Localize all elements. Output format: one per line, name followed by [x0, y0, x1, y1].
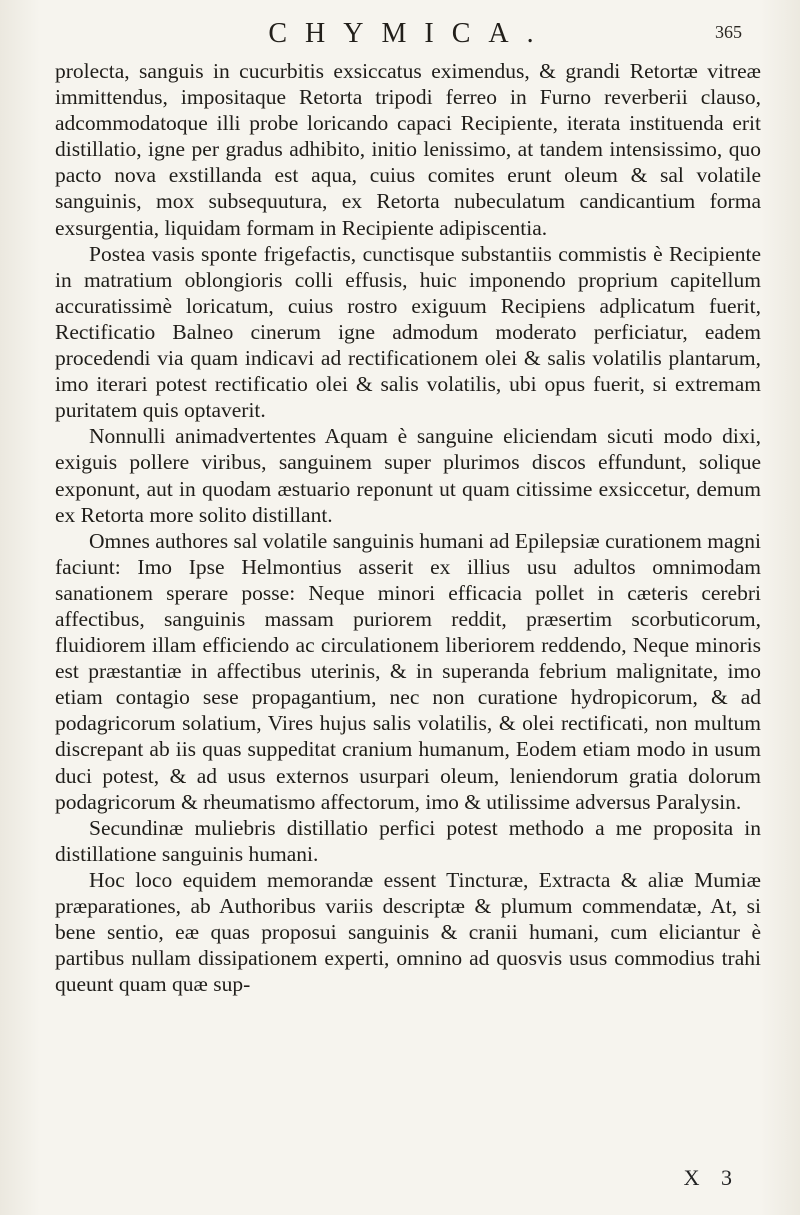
paragraph: prolecta, sanguis in cucurbitis exsiccatus eximendus, & grandi Retortæ vitreæ immittendus, impositaque Retorta tripodi ferreo in Furno reverberii clauso, adcommodatoque illi probe loricando capaci Recipiente, iterata instituenda erit distillatio, igne per gradus adhibito, initio lenissimo, at tandem intensissimo, quo pacto nova exstillanda est aqua, cuius comites erunt oleum & sal volatile sanguinis, mox subsequutura, ex Retorta nubeculatum candicantium forma exsurgentia, liquidam formam in Recipiente adipiscentia.: [55, 59, 761, 240]
page-number: 365: [715, 22, 742, 42]
paragraph: Postea vasis sponte frigefactis, cunctisque substantiis commistis è Recipiente in matratium oblongioris colli effusis, huic imponendo proprium capitellum accuratissimè loricatum, cuius rostro exiguum Recipiens adplicatum fuerit, Rectificatio Balneo cinerum igne admodum moderato perficiatur, eadem procedendi via quam indicavi ad rectificationem olei & salis volatilis plantarum, imo iterari potest rectificatio olei & salis volatilis, ubi opus fuerit, si extremam puritatem quis optaverit.: [55, 241, 761, 423]
page-header: [40, 18, 760, 54]
paragraph: Omnes authores sal volatile sanguinis humani ad Epilepsiæ curationem magni faciunt: Imo Ipse Helmontius asserit ex illius usu adultos omnimodam sanationem sperare posse: Neque minori efficacia pollet in cæteris cerebri affectibus, sanguinis massam puriorem reddit, præsertim scorbuticorum, fluidiorem illam efficiendo ac circulationem liberiorem reddendo, Neque minoris est præstantiæ in affectibus uterinis, & in superanda febrium malignitate, imo etiam contagio sese propagantium, nec non curatione hydropicorum, & ad podagricorum solatium, Vires hujus salis volatilis, & olei rectificati, non multum discrepant ab iis quas suppeditat cranium humanum, Eodem etiam modo in usum duci potest, & ad usus externos usurpari oleum, leniendorum gratia dolorum podagricorum & rheumatismo affectorum, imo & utilissime adversus Paralysin.: [55, 528, 761, 814]
paragraph: Nonnulli animadvertentes Aquam è sanguine eliciendam sicuti modo dixi, exiguis pollere viribus, sanguinem super plurimos discos effundunt, solique exponunt, aut in quodam æstuario reponunt ut quam citissime exsiccetur, demum ex Retorta more solito distillant.: [55, 424, 761, 527]
paragraph: Hoc loco equidem memorandæ essent Tincturæ, Extracta & aliæ Mumiæ præparationes, ab Authoribus variis descriptæ & plumum commendatæ, At, si bene sentio, eæ quas proposui sanguinis & cranii humani, cum eliciantur è partibus nullam dissipationem experti, omnino ad quosvis usus commodius trahi queunt quam quæ sup-: [55, 867, 761, 997]
running-head: CHYMICA.: [268, 18, 552, 49]
paragraph: Secundinæ muliebris distillatio perfici potest methodo a me proposita in distillatione sanguinis humani.: [55, 815, 761, 866]
signature-mark: X 3: [683, 1165, 740, 1190]
body-text: [55, 58, 761, 997]
